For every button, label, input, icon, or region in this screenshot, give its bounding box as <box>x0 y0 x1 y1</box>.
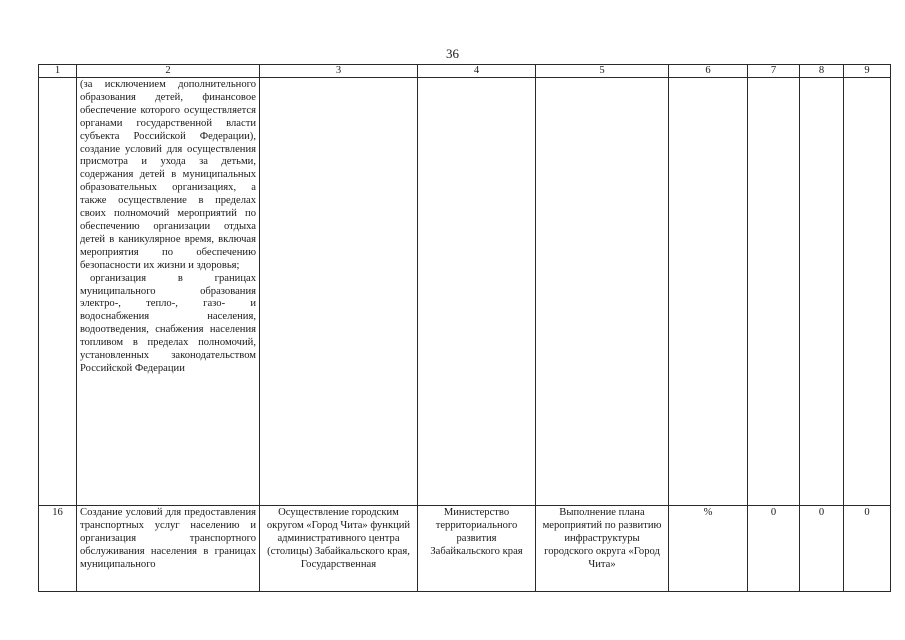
authority-paragraph: организация в границах муниципального образования электро-, тепло-, газо- и водоснабжения населения, водоотведения, снабжения населения топливом в пределах полномочий, установленных законодательством Российской Федерации <box>80 272 256 374</box>
column-number-cell: 1 <box>39 65 77 78</box>
column-number-cell: 7 <box>748 65 800 78</box>
column-number-cell: 3 <box>260 65 418 78</box>
table-row-16 <box>39 506 891 592</box>
table-row-continuation <box>39 78 891 506</box>
empty-cell <box>800 78 844 506</box>
row-number-cell: 16 <box>39 506 77 592</box>
empty-cell <box>536 78 669 506</box>
responsible-body-cell: Министерство территориального развития Забайкальского края <box>418 506 536 592</box>
column-number-cell: 4 <box>418 65 536 78</box>
authority-description-cell: Создание условий для предоставления транспортных услуг населению и организация транспортного обслуживания населения в границах муниципального <box>77 506 260 592</box>
value-cell: 0 <box>800 506 844 592</box>
empty-cell <box>260 78 418 506</box>
authority-description-cell <box>77 78 260 506</box>
row-number-cell <box>39 78 77 506</box>
column-number-row <box>39 65 891 78</box>
value-cell: 0 <box>748 506 800 592</box>
indicator-cell: Выполнение плана мероприятий по развитию инфраструктуры городского округа «Город Чита» <box>536 506 669 592</box>
function-cell: Осуществление городским округом «Город Чита» функций административного центра (столицы) Забайкальского края, Государственная <box>260 506 418 592</box>
value-cell: 0 <box>844 506 891 592</box>
unit-cell: % <box>669 506 748 592</box>
document-table <box>38 64 891 592</box>
authority-paragraph: (за исключением дополнительного образования детей, финансовое обеспечение которого осуществляется органами государственной власти субъекта Российской Федерации), создание условий для осуществления присмотра и ухода за детьми, содержания детей в муниципальных образовательных организациях, а также осуществление в пределах своих полномочий мероприятий по обеспечению организации отдыха детей в каникулярное время, включая мероприятия по обеспечению безопасности их жизни и здоровья; <box>80 79 256 271</box>
empty-cell <box>748 78 800 506</box>
empty-cell <box>669 78 748 506</box>
column-number-cell: 5 <box>536 65 669 78</box>
column-number-cell: 2 <box>77 65 260 78</box>
column-number-cell: 9 <box>844 65 891 78</box>
page-number: 36 <box>446 46 459 61</box>
column-number-cell: 8 <box>800 65 844 78</box>
empty-cell <box>418 78 536 506</box>
empty-cell <box>844 78 891 506</box>
column-number-cell: 6 <box>669 65 748 78</box>
